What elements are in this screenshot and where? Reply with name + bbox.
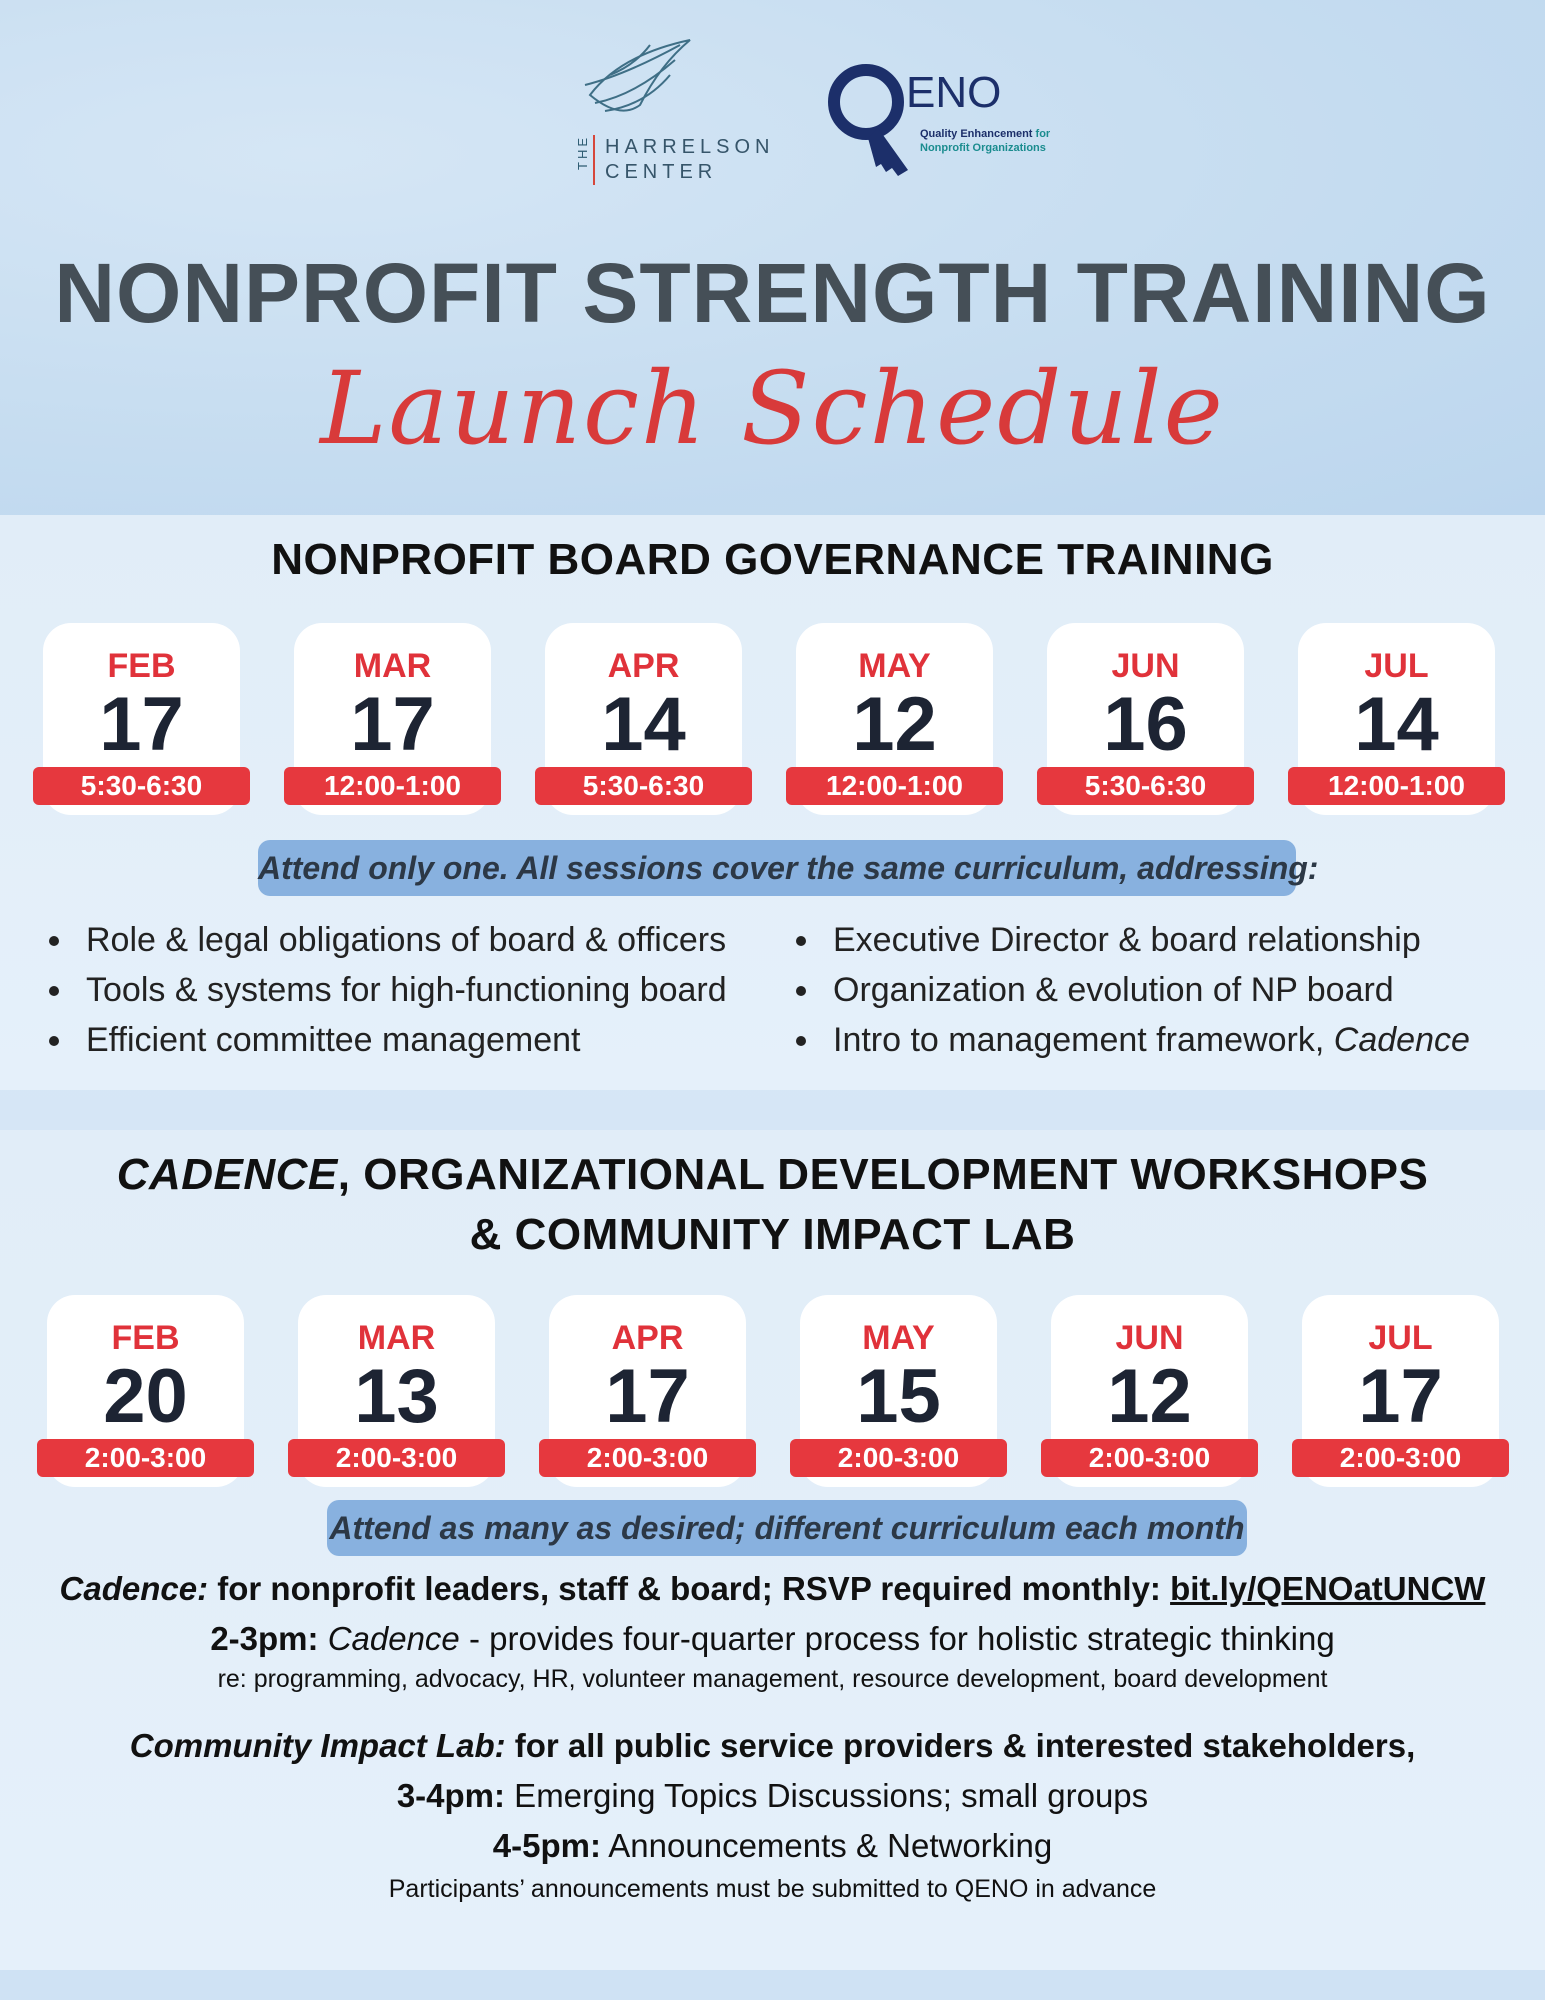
session-card: [1298, 623, 1495, 815]
session-time: 5:30-6:30: [1037, 767, 1254, 805]
session-time: 2:00-3:00: [288, 1439, 505, 1477]
dove-icon: [580, 35, 710, 135]
announcement-note: Participants’ announcements must be submitted to QENO in advance: [388, 1875, 1157, 1903]
session-day: 17: [605, 1354, 690, 1439]
qeno-subtitle-1: [920, 128, 1050, 140]
session-card: [549, 1295, 746, 1487]
cadence-description: - provides four-quarter process for holistic strategic thinking: [459, 1620, 1335, 1657]
session-card: [800, 1295, 997, 1487]
impact-lab-line: [0, 1727, 1545, 1765]
session-month: FEB: [107, 647, 176, 685]
cadence-rsvp-text: for nonprofit leaders, staff & board; RSVP required monthly:: [208, 1570, 1171, 1607]
governance-topics-right: [790, 915, 1470, 1065]
session-card: [294, 623, 491, 815]
governance-note: Attend only one. All sessions cover the same curriculum, addressing:: [258, 840, 1296, 896]
harrelson-the-text: THE: [575, 135, 590, 170]
session-month: MAY: [858, 647, 931, 685]
topic-item: Organization & evolution of NP board: [790, 965, 1470, 1015]
session-day: 17: [1358, 1354, 1443, 1439]
governance-panel: [0, 515, 1545, 1090]
topic-item: Executive Director & board relationship: [790, 915, 1470, 965]
session-month: APR: [611, 1319, 684, 1357]
session-time: 2:00-3:00: [37, 1439, 254, 1477]
session-day: 17: [99, 682, 184, 767]
session-day: 20: [103, 1354, 188, 1439]
session-month: MAR: [357, 1319, 436, 1357]
cadence-italic: Cadence: [327, 1620, 460, 1657]
qeno-eno-text: ENO: [906, 68, 1002, 117]
cadence-label: Cadence:: [59, 1570, 209, 1607]
topic-prefix: Intro to management framework,: [833, 1021, 1334, 1059]
session-time: 2:00-3:00: [790, 1439, 1007, 1477]
cadence-title-italic: CADENCE: [116, 1150, 338, 1199]
session-card: [1302, 1295, 1499, 1487]
cadence-rsvp-line: [0, 1570, 1545, 1608]
topic-item: [790, 1015, 1470, 1065]
time-label: 2-3pm:: [210, 1620, 319, 1657]
governance-topics-left: [43, 915, 727, 1065]
cadence-note: Attend as many as desired; different curriculum each month: [327, 1500, 1247, 1556]
session-time: 2:00-3:00: [539, 1439, 756, 1477]
time-label: 3-4pm:: [396, 1777, 506, 1814]
session-card: [298, 1295, 495, 1487]
session-day: 12: [852, 682, 937, 767]
session-time: 2:00-3:00: [1041, 1439, 1258, 1477]
impact-lab-label: Community Impact Lab:: [129, 1727, 506, 1764]
session-day: 12: [1107, 1354, 1192, 1439]
session-card: [43, 623, 240, 815]
session-month: JUL: [1368, 1319, 1433, 1357]
session-month: MAY: [862, 1319, 935, 1357]
cadence-title-line1: [0, 1150, 1545, 1200]
session-card: [1047, 623, 1244, 815]
topic-item: Efficient committee management: [43, 1015, 727, 1065]
harrelson-line2: CENTER: [605, 161, 718, 183]
qeno-sub1-b: for: [1035, 128, 1051, 140]
session-card: [47, 1295, 244, 1487]
impact-lab-session-2: [0, 1827, 1545, 1865]
impact-lab-text: for all public service providers & interested stakeholders,: [505, 1727, 1416, 1764]
cadence-cards: [0, 1295, 1545, 1490]
session-time: 12:00-1:00: [1288, 767, 1505, 805]
session-time: 5:30-6:30: [535, 767, 752, 805]
topic-item: Role & legal obligations of board & officers: [43, 915, 727, 965]
session-day: 14: [601, 682, 686, 767]
session-month: FEB: [111, 1319, 180, 1357]
page-subtitle: Launch Schedule: [320, 350, 1225, 467]
time-label: 4-5pm:: [492, 1827, 601, 1864]
session-month: JUN: [1111, 647, 1180, 685]
session-month: JUL: [1364, 647, 1429, 685]
session-card: [796, 623, 993, 815]
session-time: 12:00-1:00: [786, 767, 1003, 805]
session-day: 16: [1103, 682, 1188, 767]
page-title: NONPROFIT STRENGTH TRAINING: [54, 246, 1491, 340]
harrelson-center-logo: [575, 35, 775, 195]
qeno-logo: [828, 60, 1088, 200]
session-description: Emerging Topics Discussions; small groups: [505, 1777, 1149, 1814]
key-icon: [826, 60, 916, 180]
cadence-title-rest: , ORGANIZATIONAL DEVELOPMENT WORKSHOPS: [337, 1150, 1429, 1199]
logos: [0, 35, 1545, 195]
qeno-subtitle-2: Nonprofit Organizations: [920, 142, 1046, 154]
topic-cadence: Cadence: [1333, 1021, 1470, 1059]
session-month: JUN: [1115, 1319, 1184, 1357]
session-card: [1051, 1295, 1248, 1487]
cadence-title-line2: & COMMUNITY IMPACT LAB: [469, 1210, 1076, 1259]
cadence-topics-line: re: programming, advocacy, HR, volunteer management, resource development, board development: [217, 1665, 1328, 1693]
governance-title: NONPROFIT BOARD GOVERNANCE TRAINING: [271, 535, 1274, 584]
cadence-time-line: [0, 1620, 1545, 1658]
harrelson-name: [593, 135, 774, 185]
session-day: 14: [1354, 682, 1439, 767]
session-time: 12:00-1:00: [284, 767, 501, 805]
session-day: 13: [354, 1354, 439, 1439]
session-description: Announcements & Networking: [600, 1827, 1053, 1864]
session-month: APR: [607, 647, 680, 685]
cadence-panel: [0, 1130, 1545, 1970]
session-time: 5:30-6:30: [33, 767, 250, 805]
governance-cards: [0, 623, 1545, 818]
impact-lab-session-1: [0, 1777, 1545, 1815]
qeno-sub1-a: Quality Enhancement: [920, 128, 1033, 140]
session-card: [545, 623, 742, 815]
session-day: 17: [350, 682, 435, 767]
rsvp-link[interactable]: bit.ly/QENOatUNCW: [1170, 1570, 1486, 1607]
session-month: MAR: [353, 647, 432, 685]
session-day: 15: [856, 1354, 941, 1439]
session-time: 2:00-3:00: [1292, 1439, 1509, 1477]
harrelson-line1: HARRELSON: [605, 136, 775, 158]
topic-item: Tools & systems for high-functioning board: [43, 965, 727, 1015]
